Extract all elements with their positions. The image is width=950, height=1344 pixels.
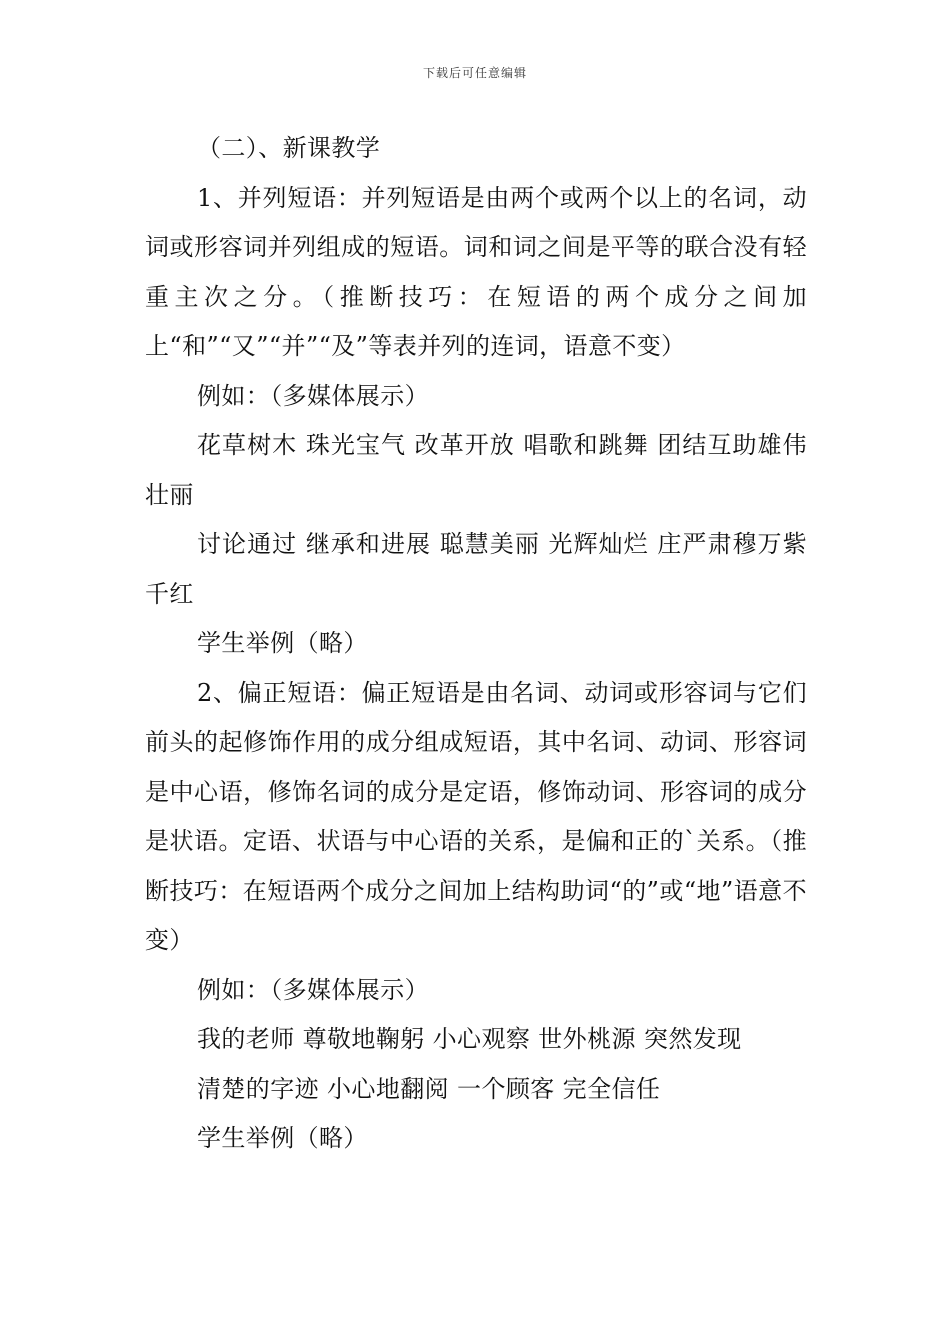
example-line: 讨论通过 继承和进展 聪慧美丽 光辉灿烂 庄严肃穆万紫千红 [145, 530, 807, 608]
example-line: 我的老师 尊敬地鞠躬 小心观察 世外桃源 突然发现 [197, 1025, 742, 1053]
example-line: 花草树木 珠光宝气 改革开放 唱歌和跳舞 团结互助雄伟壮丽 [145, 431, 807, 509]
example-label: 例如：（多媒体展示） [197, 975, 429, 1004]
page-header: 下载后可任意编辑 [422, 66, 527, 80]
example-line: 清楚的字迹 小心地翻阅 一个顾客 完全信任 [197, 1074, 661, 1103]
paragraph-modifier-phrase: 2、偏正短语：偏正短语是由名词、动词或形容词与它们前头的起修饰作用的成分组成短语，其中名词、动词、形容词是中心语，修饰名词的成分是定语，修饰动词、形容词的成分是状语。定语、状语与中心语的关系，是偏和正的`关系。（推断技巧：在短语两个成分之间加上结构助词“的”或“地”语意不变） [145, 678, 807, 954]
student-example-note: 学生举例（略） [197, 629, 368, 657]
section-title: （二）、新课教学 [197, 134, 381, 162]
student-example-note: 学生举例（略） [197, 1124, 368, 1152]
document-body [145, 124, 807, 1164]
paragraph-parallel-phrase: 1、并列短语：并列短语是由两个或两个以上的名词，动词或形容词并列组成的短语。词和词之间是平等的联合没有轻重主次之分。（推断技巧：在短语的两个成分之间加上“和”“又”“并”“及”等表并列的连词，语意不变） [145, 183, 807, 360]
example-label: 例如：（多媒体展示） [197, 381, 429, 410]
